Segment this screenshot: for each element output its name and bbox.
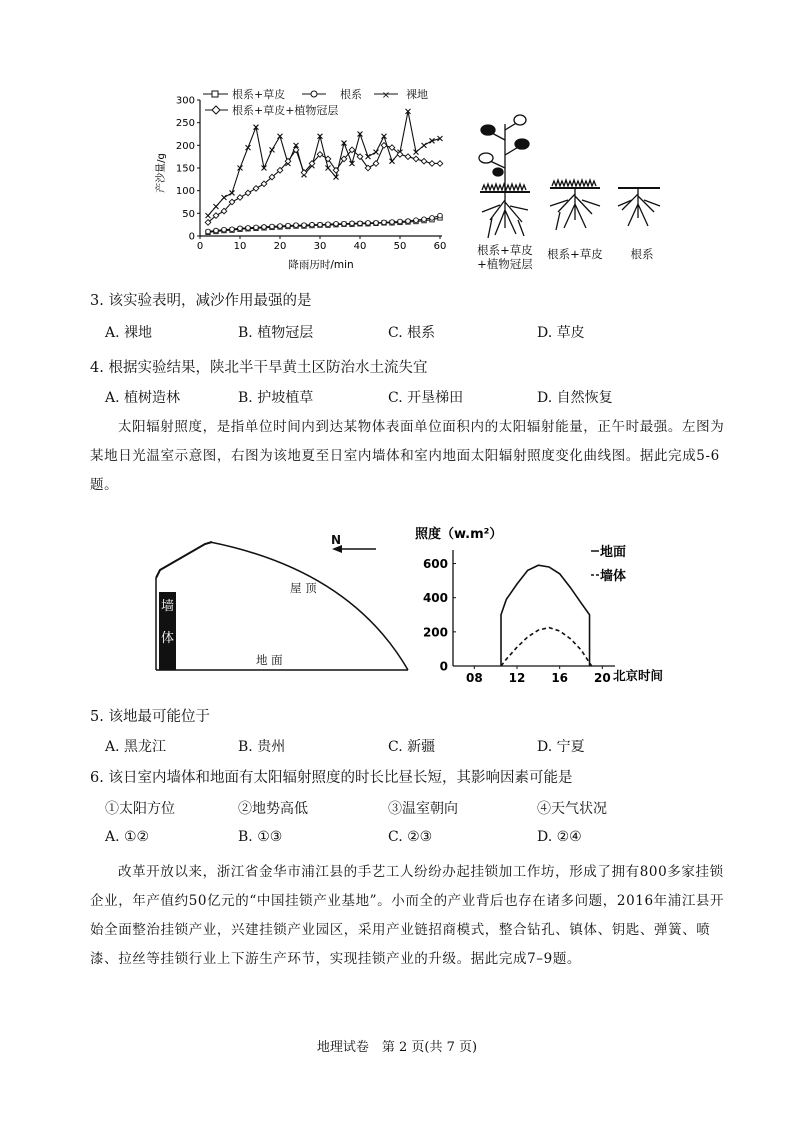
y-tick-label: 300: [175, 95, 195, 107]
data-point: [302, 223, 307, 228]
plant2-label: 根系+草皮: [547, 247, 603, 261]
data-point: [246, 226, 251, 231]
irradiance-x-label: 北京时间: [613, 668, 664, 683]
q4-option-c[interactable]: C. 开垦梯田: [388, 390, 464, 406]
data-point: [405, 154, 411, 160]
data-point: [437, 161, 443, 167]
x-tick-label: 16: [551, 671, 569, 685]
data-point: [326, 222, 331, 227]
irradiance-legend: [591, 544, 626, 584]
x-tick-label: 60: [433, 241, 447, 252]
legend-ground: 地面: [600, 545, 627, 560]
irradiance-title: 照度（w.m²）: [415, 527, 503, 542]
x-tick-label: 40: [353, 241, 367, 252]
data-point: [429, 161, 435, 167]
data-point: [382, 220, 387, 225]
data-point: [206, 229, 211, 234]
data-point: [406, 219, 411, 224]
passage-solar-radiation: 太阳辐射照度，是指单位时间内到达某物体表面单位面积内的太阳辐射能量，正午时最强。左图为某地日光温室示意图，右图为该地夏至日室内墙体和室内地面太阳辐射照度变化曲线图。据此完成5-6题。: [90, 419, 725, 493]
roof-label: 屋 顶: [290, 581, 317, 595]
wall-irradiance-curve: [501, 628, 592, 666]
data-point: [230, 227, 235, 232]
data-point: [286, 223, 291, 228]
data-point: [422, 217, 427, 222]
x-tick-label: 30: [313, 241, 327, 252]
legend-root: 根系: [340, 88, 362, 101]
q4-option-b[interactable]: B. 护坡植草: [238, 390, 314, 406]
legend-wall: 墙体: [600, 569, 627, 584]
data-point: [222, 195, 227, 200]
x-tick-label: 10: [233, 241, 247, 252]
svg-text:×: ×: [381, 90, 391, 101]
q6-option-a[interactable]: A. ①②: [105, 829, 150, 845]
q6-item-2: ②地势高低: [238, 801, 308, 817]
greenhouse-roof-cap: [156, 542, 212, 578]
data-point: [438, 213, 443, 218]
data-point: [366, 221, 371, 226]
x-tick-label: 20: [593, 671, 611, 685]
data-point: [318, 222, 323, 227]
q3-option-d[interactable]: D. 草皮: [537, 325, 585, 341]
data-point: [245, 190, 251, 196]
data-point: [238, 226, 243, 231]
legend-bare: 裸地: [406, 88, 428, 101]
x-tick-label: 08: [465, 671, 483, 685]
y-tick-label: 0: [439, 659, 448, 674]
data-point: [214, 204, 219, 209]
question-5: 5. 该地最可能位于: [90, 709, 210, 725]
plant-illustrations: [470, 110, 680, 270]
q6-option-c[interactable]: C. ②③: [388, 829, 433, 845]
plant3-label: 根系: [630, 247, 654, 261]
q6-option-b[interactable]: B. ①③: [238, 829, 283, 845]
x-tick-label: 12: [508, 671, 526, 685]
x-tick-label: 50: [393, 241, 407, 252]
data-point: [270, 224, 275, 229]
ground-label: 地 面: [256, 653, 283, 667]
data-point: [414, 218, 419, 223]
y-tick-label: 200: [175, 140, 195, 152]
data-point: [342, 221, 347, 226]
series-line: [208, 218, 440, 233]
q4-option-a[interactable]: A. 植树造林: [105, 390, 181, 406]
irradiance-series: [501, 565, 592, 666]
sediment-x-label: 降雨历时/min: [288, 259, 354, 271]
passage-padlock-industry: 改革开放以来，浙江省金华市浦江县的手艺工人纷纷办起挂锁加工作坊，形成了拥有800多家挂锁企业，年产值约50亿元的“中国挂锁产业基地”。小而全的产业背后也存在诸多问题，2016年浦江县开始全面整治挂锁产业，兴建挂锁产业园区，采用产业链招商模式，整合钻孔、镇体、钥匙、弹簧、喷漆、拉丝等挂锁行业上下游生产环节，实现挂锁产业的升级。据此完成7–9题。: [90, 864, 725, 967]
sediment-y-label: 产沙量/g: [156, 153, 167, 193]
question-3: 3. 该实验表明，减沙作用最强的是: [90, 293, 312, 309]
y-tick-label: 150: [175, 163, 195, 175]
data-point: [253, 186, 259, 192]
ground-irradiance-curve: [501, 565, 590, 666]
data-point: [390, 220, 395, 225]
sediment-chart-series: [205, 109, 443, 235]
y-tick-label: 50: [182, 208, 195, 220]
q6-option-d[interactable]: D. ②④: [537, 829, 582, 845]
y-tick-label: 250: [175, 118, 195, 130]
x-tick-label: 0: [196, 241, 204, 252]
greenhouse-diagram: [150, 530, 420, 680]
sediment-legend: [203, 87, 428, 117]
wall-label-1: 墙: [160, 599, 175, 614]
q5-option-b[interactable]: B. 贵州: [238, 739, 286, 755]
data-point: [294, 223, 299, 228]
y-tick-label: 600: [422, 557, 448, 572]
data-point: [334, 221, 339, 226]
data-point: [350, 221, 355, 226]
x-tick-label: 20: [273, 241, 287, 252]
data-point: [262, 225, 267, 230]
y-tick-label: 0: [188, 231, 195, 243]
data-point: [373, 161, 379, 167]
wall-label-2: 体: [160, 631, 175, 646]
q5-option-c[interactable]: C. 新疆: [388, 739, 436, 755]
data-point: [310, 222, 315, 227]
q3-option-a[interactable]: A. 裸地: [105, 325, 153, 341]
q4-option-d[interactable]: D. 自然恢复: [537, 390, 613, 406]
y-tick-label: 100: [175, 186, 195, 198]
north-label: N: [331, 533, 342, 547]
data-point: [270, 147, 275, 152]
q3-option-c[interactable]: C. 根系: [388, 325, 436, 341]
data-point: [254, 225, 259, 230]
data-point: [237, 195, 243, 201]
q6-item-3: ③温室朝向: [388, 801, 458, 817]
plant1-label-line1: 根系+草皮: [477, 243, 533, 257]
legend-root-turf: 根系+草皮: [232, 88, 286, 101]
q3-option-b[interactable]: B. 植物冠层: [238, 325, 314, 341]
data-point: [222, 227, 227, 232]
y-tick-label: 400: [422, 591, 448, 606]
page-footer: 地理试卷 第 2 页(共 7 页): [316, 1040, 478, 1055]
plant-root-turf-canopy-icon: [479, 115, 530, 238]
legend-root-turf-canopy: 根系+草皮+植物冠层: [232, 104, 339, 117]
data-point: [366, 154, 371, 159]
y-tick-label: 200: [422, 625, 448, 640]
data-point: [214, 228, 219, 233]
data-point: [430, 216, 435, 221]
data-point: [413, 156, 419, 162]
q6-item-4: ④天气状况: [537, 801, 607, 817]
plant-root-icon: [618, 188, 660, 226]
plant-root-turf-icon: [550, 180, 600, 230]
q5-option-a[interactable]: A. 黑龙江: [105, 739, 167, 755]
irradiance-chart: [415, 520, 685, 690]
data-point: [278, 224, 283, 229]
q6-item-1: ①太阳方位: [105, 801, 175, 817]
data-point: [374, 150, 379, 155]
question-4: 4. 根据实验结果，陕北半干旱黄土区防治水土流失宜: [90, 360, 428, 376]
data-point: [421, 158, 427, 164]
data-point: [422, 143, 427, 148]
greenhouse-roof: [210, 542, 408, 670]
plant1-label-line2: +植物冠层: [477, 257, 533, 270]
data-point: [358, 221, 363, 226]
data-point: [374, 221, 379, 226]
series-line: [208, 111, 440, 215]
data-point: [398, 219, 403, 224]
data-point: [206, 213, 211, 218]
sediment-chart: [150, 85, 460, 275]
question-6: 6. 该日室内墙体和地面有太阳辐射照度的时长比昼长短，其影响因素可能是: [90, 770, 573, 786]
q5-option-d[interactable]: D. 宁夏: [537, 739, 585, 755]
data-point: [246, 145, 251, 150]
